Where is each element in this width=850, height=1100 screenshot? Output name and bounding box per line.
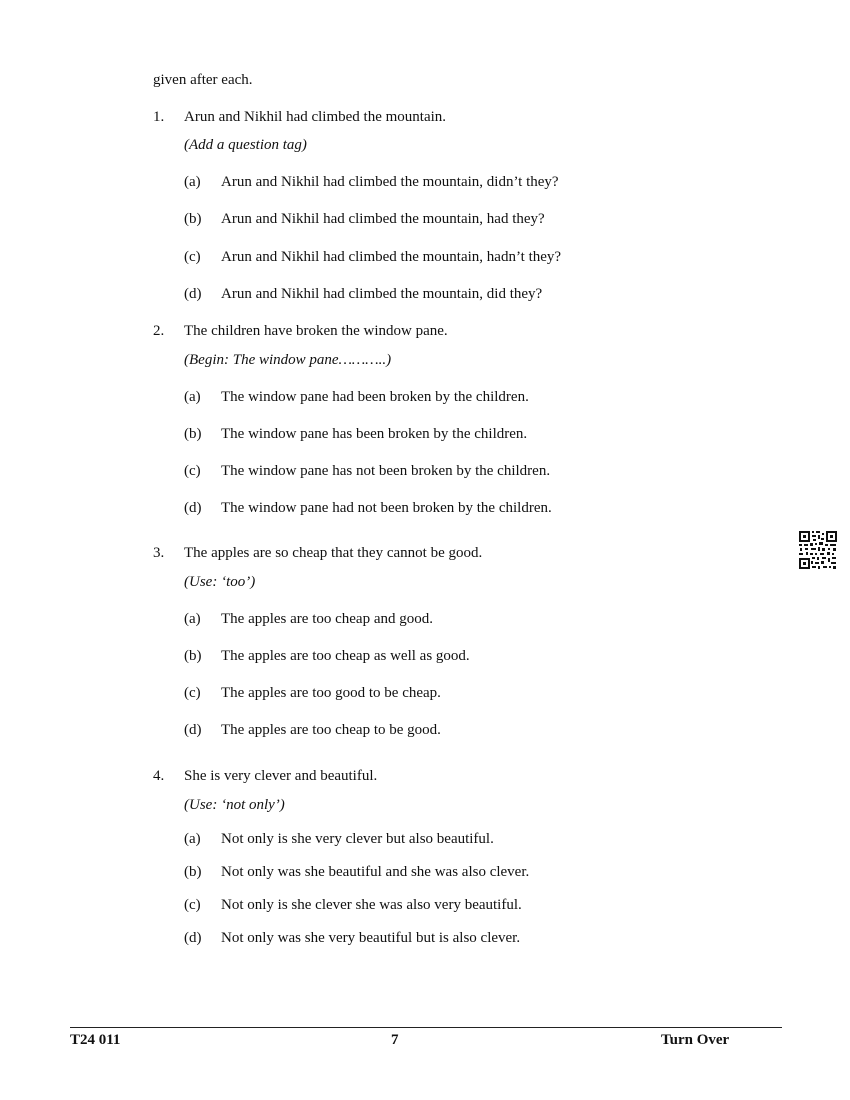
- option-text: Arun and Nikhil had climbed the mountain, did they?: [221, 286, 543, 302]
- option-text: Not only was she beautiful and she was also clever.: [221, 864, 530, 880]
- option-text: Arun and Nikhil had climbed the mountain, had they?: [221, 211, 545, 227]
- question-instruction: (Begin: The window pane………..): [184, 352, 392, 368]
- option-text: Arun and Nikhil had climbed the mountain, didn’t they?: [221, 174, 559, 190]
- option-label: (c): [184, 685, 201, 701]
- option-label: (c): [184, 249, 201, 265]
- question-number: 4.: [153, 768, 165, 784]
- option-label: (c): [184, 897, 201, 913]
- option-label: (b): [184, 864, 202, 880]
- option-text: The window pane had been broken by the children.: [221, 389, 529, 405]
- intro-text: given after each.: [153, 72, 253, 88]
- question-instruction: (Use: ‘not only’): [184, 797, 285, 813]
- question-stem: She is very clever and beautiful.: [184, 768, 378, 784]
- question-number: 2.: [153, 323, 165, 339]
- option-label: (b): [184, 211, 202, 227]
- question-number: 1.: [153, 109, 165, 125]
- option-label: (b): [184, 426, 202, 442]
- option-text: The apples are too cheap and good.: [221, 611, 433, 627]
- footer-divider: [70, 1027, 782, 1028]
- option-label: (d): [184, 286, 202, 302]
- option-text: The window pane has not been broken by the children.: [221, 463, 551, 479]
- footer-code: T24 011: [70, 1032, 121, 1048]
- question-stem: The apples are so cheap that they cannot be good.: [184, 545, 483, 561]
- option-label: (a): [184, 174, 201, 190]
- question-instruction: (Add a question tag): [184, 137, 307, 153]
- option-label: (a): [184, 831, 201, 847]
- option-label: (d): [184, 722, 202, 738]
- page-number: 7: [391, 1032, 399, 1048]
- option-label: (a): [184, 389, 201, 405]
- option-label: (d): [184, 500, 202, 516]
- option-text: Arun and Nikhil had climbed the mountain, hadn’t they?: [221, 249, 562, 265]
- question-stem: Arun and Nikhil had climbed the mountain.: [184, 109, 447, 125]
- question-instruction: (Use: ‘too’): [184, 574, 256, 590]
- option-label: (a): [184, 611, 201, 627]
- question-number: 3.: [153, 545, 165, 561]
- option-text: Not only was she very beautiful but is also clever.: [221, 930, 521, 946]
- option-label: (d): [184, 930, 202, 946]
- option-text: The apples are too good to be cheap.: [221, 685, 441, 701]
- question-stem: The children have broken the window pane.: [184, 323, 448, 339]
- option-label: (c): [184, 463, 201, 479]
- option-text: The apples are too cheap as well as good.: [221, 648, 470, 664]
- option-text: The window pane has been broken by the children.: [221, 426, 528, 442]
- option-text: Not only is she clever she was also very beautiful.: [221, 897, 522, 913]
- option-label: (b): [184, 648, 202, 664]
- qr-code-icon: [798, 530, 838, 570]
- turn-over-label: Turn Over: [661, 1032, 730, 1048]
- option-text: The window pane had not been broken by the children.: [221, 500, 552, 516]
- option-text: The apples are too cheap to be good.: [221, 722, 441, 738]
- option-text: Not only is she very clever but also beautiful.: [221, 831, 494, 847]
